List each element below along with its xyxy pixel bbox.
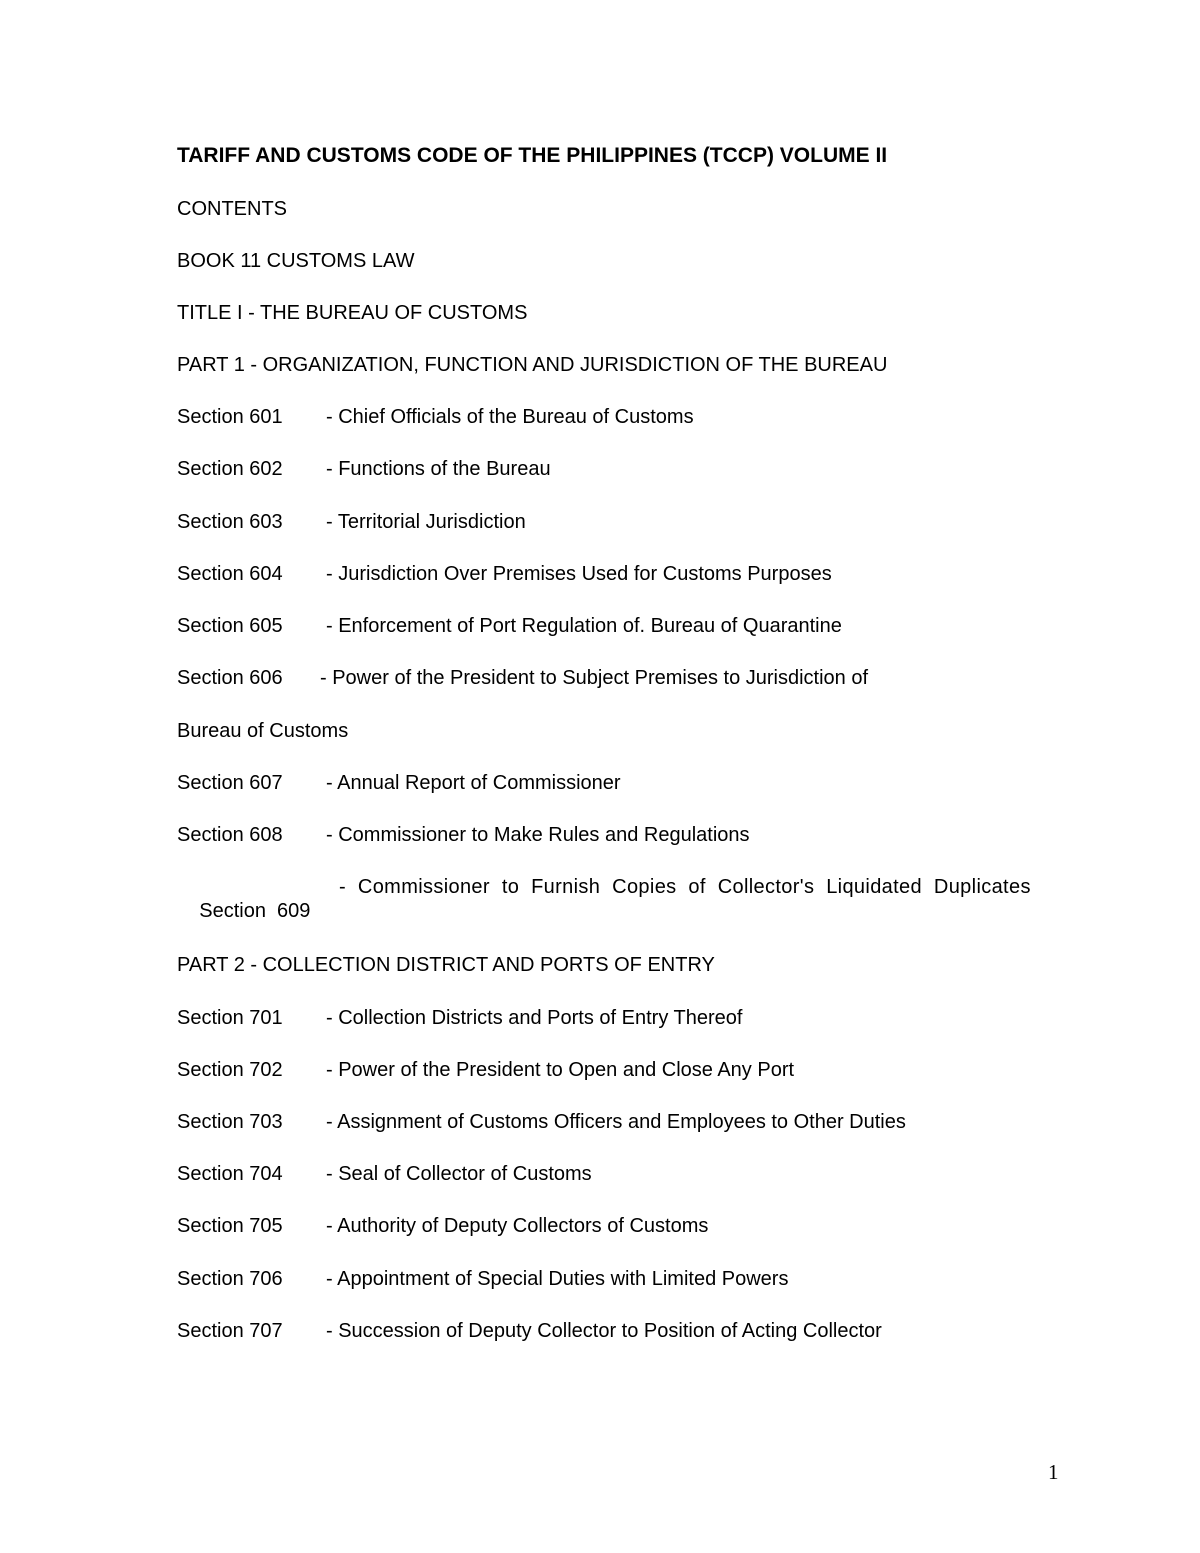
- section-number: Section 608: [177, 824, 283, 846]
- section-title: - Functions of the Bureau: [326, 458, 551, 480]
- section-number: Section 609: [199, 900, 311, 922]
- section-number: Section 702: [177, 1059, 283, 1081]
- part-2-heading: PART 2 - COLLECTION DISTRICT AND PORTS OF ENTRY: [177, 954, 715, 976]
- toc-entry: [177, 1267, 789, 1291]
- section-number: Section 602: [177, 458, 283, 480]
- section-title: - Collection Districts and Ports of Entry Thereof: [326, 1007, 743, 1029]
- part-1-heading: PART 1 - ORGANIZATION, FUNCTION AND JURISDICTION OF THE BUREAU: [177, 354, 888, 376]
- title-heading: TITLE I - THE BUREAU OF CUSTOMS: [177, 302, 528, 324]
- toc-entry: [177, 1110, 906, 1134]
- toc-entry: [177, 510, 526, 534]
- toc-entry: [177, 1058, 795, 1082]
- section-number: Section 703: [177, 1111, 283, 1133]
- section-number: Section 704: [177, 1163, 283, 1185]
- toc-entry: [177, 1162, 592, 1186]
- toc-entry-continuation: Bureau of Customs: [177, 720, 349, 742]
- section-title: - Jurisdiction Over Premises Used for Customs Purposes: [326, 563, 832, 585]
- section-title: - Power of the President to Subject Premises to Jurisdiction of: [320, 667, 869, 689]
- section-title: - Commissioner to Furnish Copies of Collector's Liquidated Duplicates: [339, 876, 1031, 898]
- section-title: - Chief Officials of the Bureau of Customs: [326, 406, 694, 428]
- section-title: - Seal of Collector of Customs: [326, 1163, 592, 1185]
- toc-entry: [177, 457, 551, 481]
- section-number: Section 604: [177, 563, 283, 585]
- section-number: Section 707: [177, 1320, 283, 1342]
- section-title: - Enforcement of Port Regulation of. Bureau of Quarantine: [326, 615, 842, 637]
- section-number: Section 607: [177, 772, 283, 794]
- page-number: 1: [1048, 1460, 1059, 1484]
- section-title: - Annual Report of Commissioner: [326, 772, 621, 794]
- toc-entry: [177, 823, 750, 847]
- section-title: - Succession of Deputy Collector to Position of Acting Collector: [326, 1320, 882, 1342]
- contents-heading: CONTENTS: [177, 198, 287, 220]
- section-number: Section 701: [177, 1007, 283, 1029]
- section-title: - Assignment of Customs Officers and Employees to Other Duties: [326, 1111, 906, 1133]
- section-title: - Power of the President to Open and Close Any Port: [326, 1059, 795, 1081]
- section-number: Section 601: [177, 406, 283, 428]
- book-heading: BOOK 11 CUSTOMS LAW: [177, 250, 415, 272]
- section-number: Section 606: [177, 667, 283, 689]
- toc-entry: [177, 405, 694, 429]
- section-number: Section 705: [177, 1215, 283, 1237]
- toc-entry: [177, 614, 842, 638]
- toc-entry: [177, 666, 869, 690]
- section-title: - Authority of Deputy Collectors of Customs: [326, 1215, 709, 1237]
- section-number: Section 605: [177, 615, 283, 637]
- section-title: - Territorial Jurisdiction: [326, 511, 526, 533]
- section-title: - Appointment of Special Duties with Limited Powers: [326, 1268, 789, 1290]
- toc-entry: [177, 1214, 709, 1238]
- toc-entry: [177, 1319, 882, 1343]
- section-title: - Commissioner to Make Rules and Regulations: [326, 824, 750, 846]
- toc-entry: [177, 1006, 743, 1030]
- document-title: TARIFF AND CUSTOMS CODE OF THE PHILIPPINES (TCCP) VOLUME II: [177, 144, 888, 167]
- toc-entry: [177, 562, 832, 586]
- section-number: Section 706: [177, 1268, 283, 1290]
- toc-entry: [177, 771, 621, 795]
- section-number: Section 603: [177, 511, 283, 533]
